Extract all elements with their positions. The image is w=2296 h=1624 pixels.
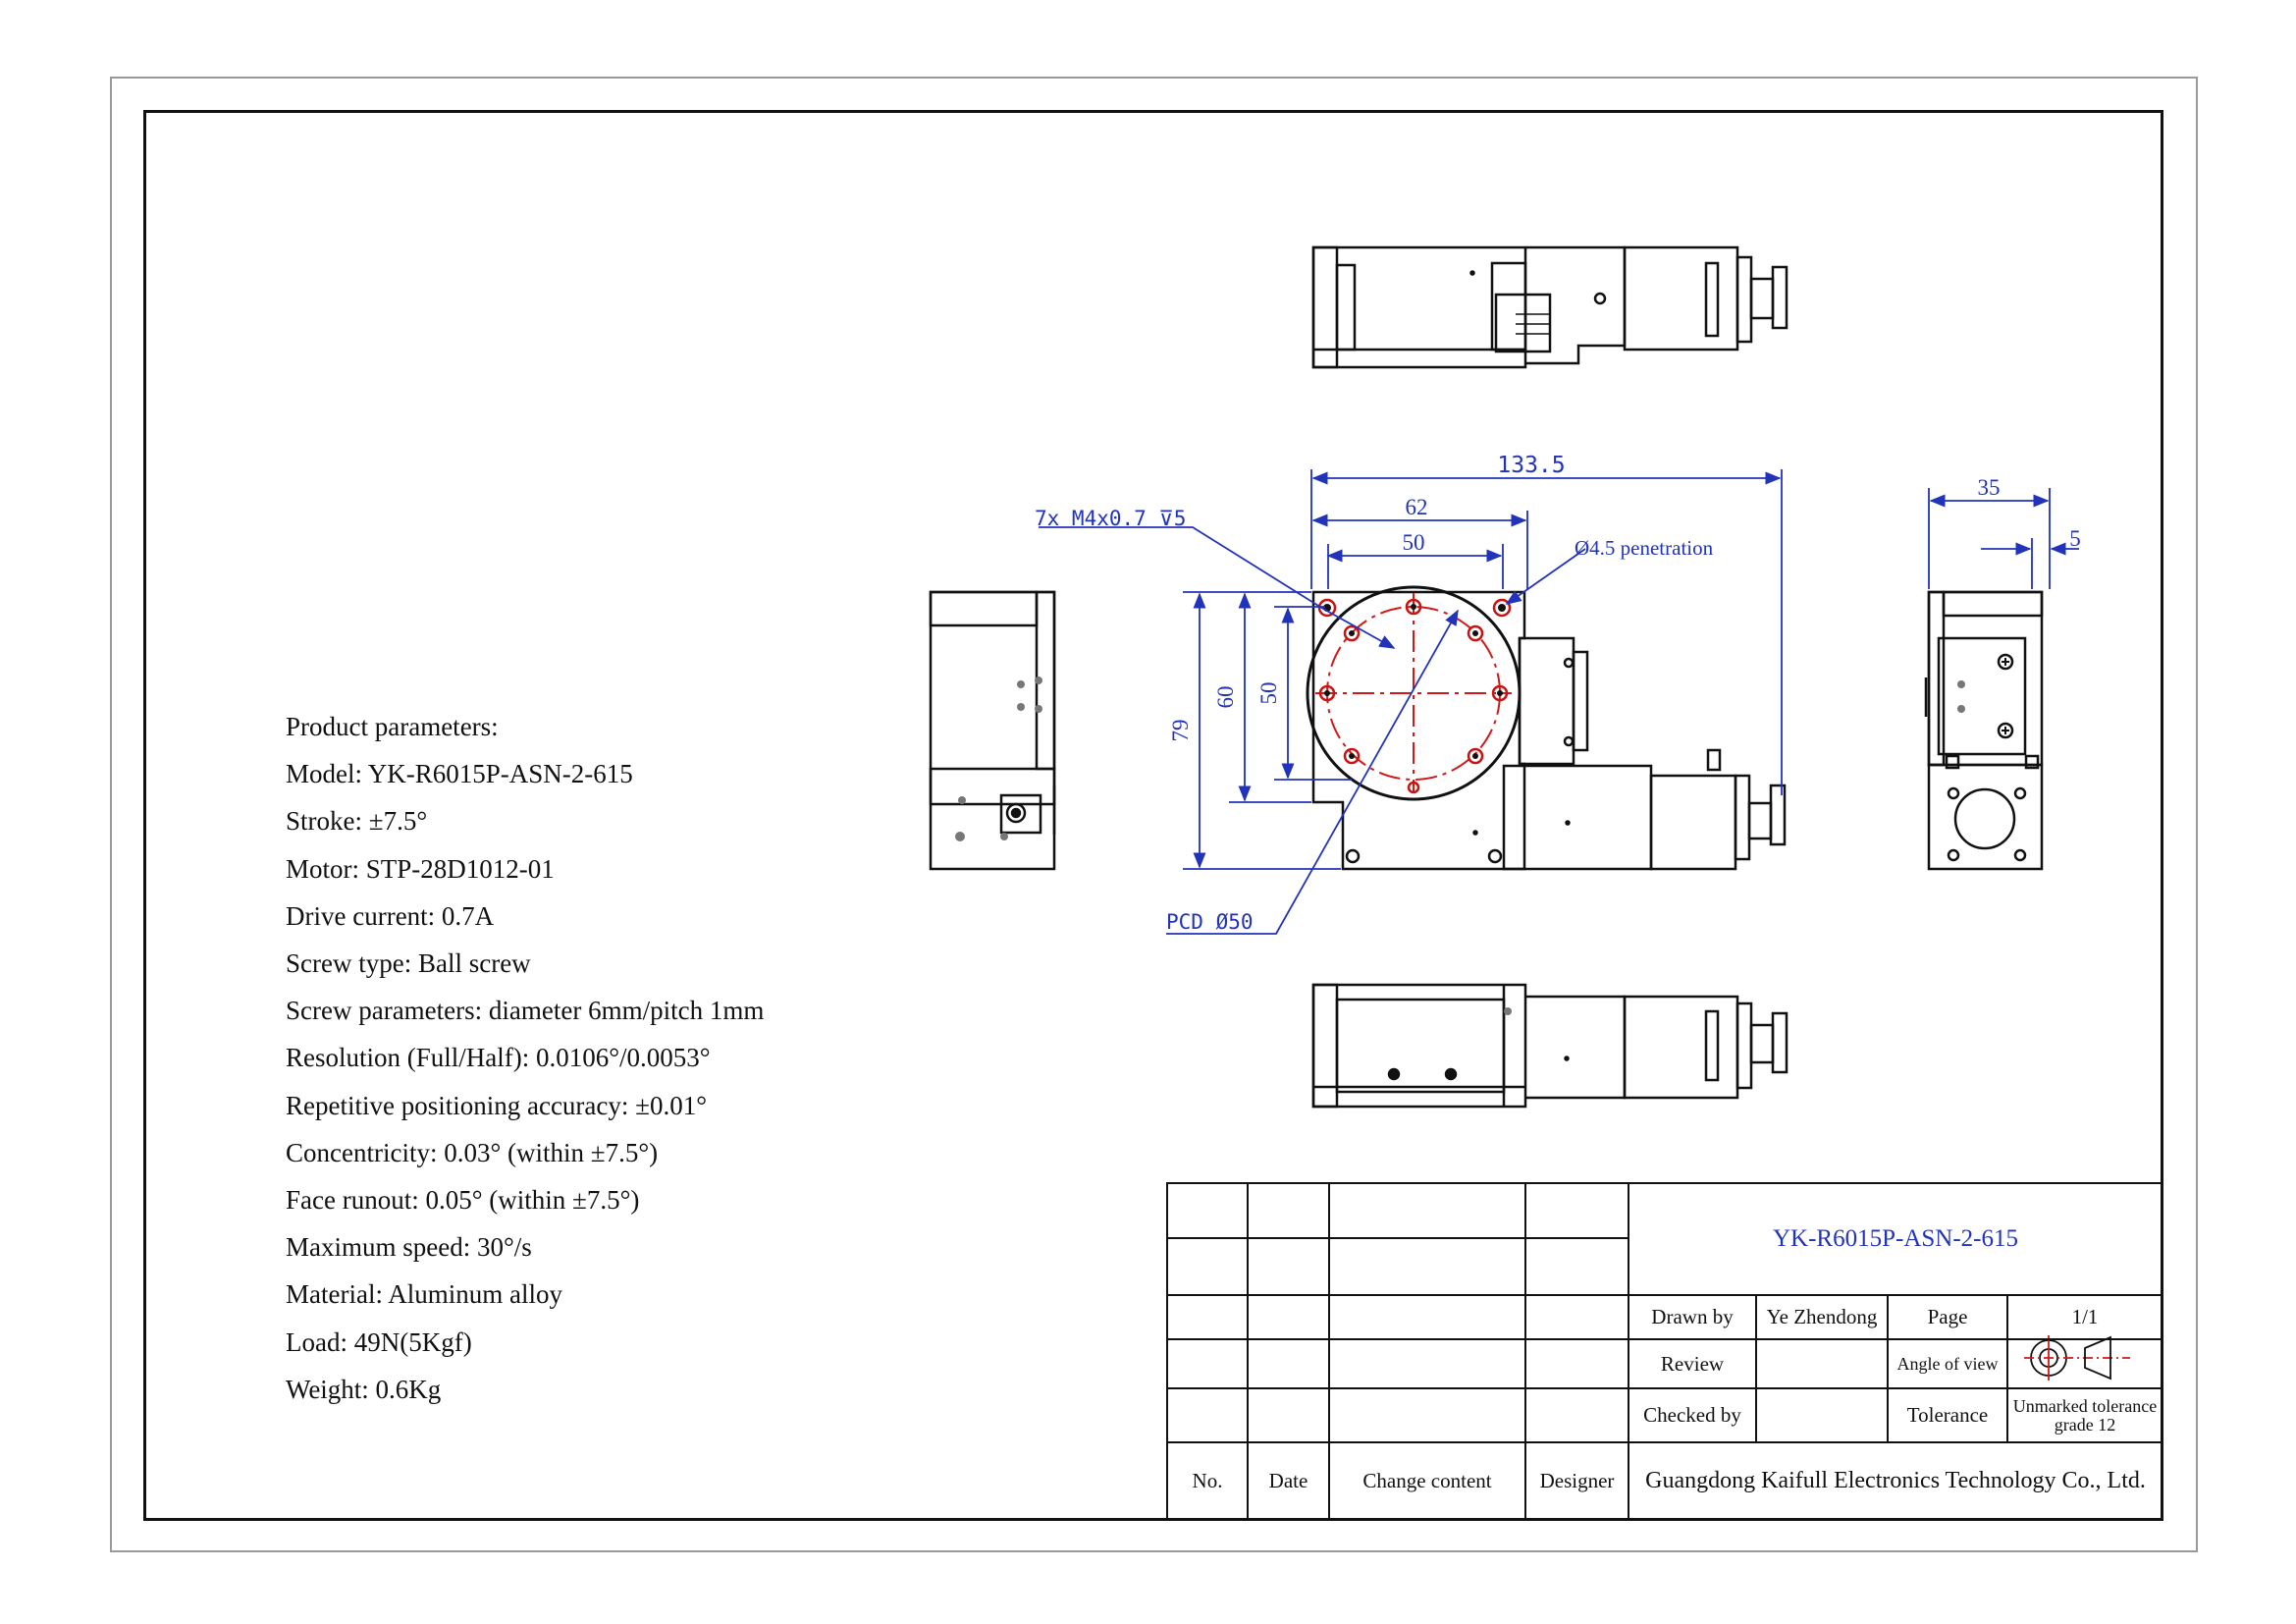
checked-by-label: Checked by bbox=[1629, 1388, 1756, 1442]
column-change-content: Change content bbox=[1329, 1442, 1525, 1520]
drawn-by-label: Drawn by bbox=[1629, 1295, 1756, 1339]
param-concentricity: Concentricity: 0.03° (within ±7.5°) bbox=[286, 1137, 659, 1167]
param-screw-parameters: Screw parameters: diameter 6mm/pitch 1mm bbox=[286, 996, 765, 1026]
tolerance-value: Unmarked tolerance grade 12 bbox=[2007, 1388, 2163, 1442]
revision-cell bbox=[1167, 1183, 1248, 1238]
dim-inner-span: 50 bbox=[1402, 530, 1425, 555]
centerlines bbox=[1315, 593, 1512, 793]
param-drive-current: Drive current: 0.7A bbox=[286, 900, 495, 931]
pcd-callout: PCD Ø50 bbox=[1166, 910, 1254, 934]
param-max-speed: Maximum speed: 30°/s bbox=[286, 1232, 532, 1263]
title-block bbox=[1166, 1182, 2163, 1521]
column-no: No. bbox=[1167, 1442, 1248, 1520]
param-load: Load: 49N(5Kgf) bbox=[286, 1326, 472, 1357]
thread-callout: 7x M4x0.7 ⊽5 bbox=[1035, 507, 1187, 530]
param-model: Model: YK-R6015P-ASN-2-615 bbox=[286, 759, 633, 789]
company-name: Guangdong Kaifull Electronics Technology Co., Ltd. bbox=[1629, 1442, 2163, 1520]
dim-height-inner: 50 bbox=[1256, 681, 1281, 705]
param-material: Material: Aluminum alloy bbox=[286, 1279, 562, 1310]
bottom-view bbox=[1313, 985, 1787, 1107]
review-value bbox=[1756, 1339, 1888, 1388]
dim-hole-span: 62 bbox=[1405, 495, 1428, 519]
angle-of-view-label: Angle of view bbox=[1888, 1339, 2007, 1388]
tolerance-label: Tolerance bbox=[1888, 1388, 2007, 1442]
dim-side-offset: 5 bbox=[2069, 526, 2081, 551]
right-view bbox=[1926, 592, 2042, 869]
angle-of-view-symbol bbox=[2007, 1339, 2163, 1388]
checked-by-value bbox=[1756, 1388, 1888, 1442]
front-view bbox=[1308, 587, 1785, 869]
param-face-runout: Face runout: 0.05° (within ±7.5°) bbox=[286, 1185, 640, 1216]
review-label: Review bbox=[1629, 1339, 1756, 1388]
column-date: Date bbox=[1248, 1442, 1329, 1520]
parameters-heading: Product parameters: bbox=[286, 712, 499, 741]
param-resolution: Resolution (Full/Half): 0.0106°/0.0053° bbox=[286, 1043, 711, 1073]
page-value: 1/1 bbox=[2007, 1295, 2163, 1339]
param-weight: Weight: 0.6Kg bbox=[286, 1374, 442, 1404]
dim-height-mid: 60 bbox=[1213, 685, 1238, 709]
page-label: Page bbox=[1888, 1295, 2007, 1339]
top-view bbox=[1313, 247, 1787, 367]
param-screw-type: Screw type: Ball screw bbox=[286, 948, 531, 979]
dim-height-total: 79 bbox=[1168, 719, 1193, 742]
dim-side-width: 35 bbox=[1977, 475, 2001, 500]
left-view bbox=[931, 592, 1054, 869]
right-dimensions bbox=[1929, 488, 2079, 589]
param-stroke: Stroke: ±7.5° bbox=[286, 806, 428, 837]
param-motor: Motor: STP-28D1012-01 bbox=[286, 853, 555, 884]
dim-overall-length: 133.5 bbox=[1497, 453, 1566, 478]
param-repeatability: Repetitive positioning accuracy: ±0.01° bbox=[286, 1090, 708, 1120]
drawn-by-value: Ye Zhendong bbox=[1756, 1295, 1888, 1339]
model-name: YK-R6015P-ASN-2-615 bbox=[1629, 1183, 2163, 1295]
column-designer: Designer bbox=[1525, 1442, 1629, 1520]
through-hole-callout: Ø4.5 penetration bbox=[1575, 536, 1714, 560]
